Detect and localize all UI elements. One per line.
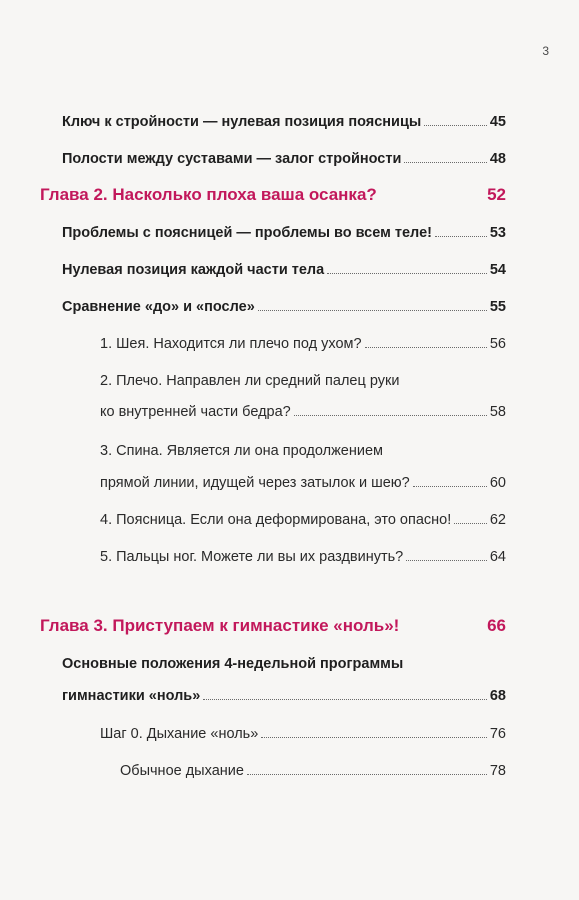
toc-entry-title: гимнастики «ноль» xyxy=(62,688,201,704)
toc-subsubentry[interactable] xyxy=(120,763,506,779)
chapter-page: 66 xyxy=(487,616,506,635)
chapter-title: Глава 3. Приступаем к гимнастике «ноль»! xyxy=(40,616,400,635)
toc-subentry-title: 5. Пальцы ног. Можете ли вы их раздвинуть? xyxy=(100,549,404,565)
toc-entry-page: 68 xyxy=(489,688,506,704)
toc-subentry[interactable] xyxy=(100,512,506,528)
toc-subentry-page: 58 xyxy=(489,404,506,420)
toc-subentry-page: 60 xyxy=(489,475,506,491)
toc-entry-page: 45 xyxy=(489,114,506,130)
dot-leader xyxy=(327,273,487,274)
dot-leader xyxy=(406,560,487,561)
dot-leader xyxy=(294,415,487,416)
chapter-page: 52 xyxy=(487,185,506,204)
dot-leader xyxy=(258,310,487,311)
page-number: 3 xyxy=(542,44,549,58)
toc-entry-page: 55 xyxy=(489,299,506,315)
toc-subentry-title: 4. Поясница. Если она деформирована, это опасно! xyxy=(100,512,452,528)
toc-subentry-page: 56 xyxy=(489,336,506,352)
toc-subentry[interactable] xyxy=(100,726,506,742)
toc-entry-title: Полости между суставами — залог стройности xyxy=(62,151,402,167)
toc-subentry-page: 62 xyxy=(489,512,506,528)
toc-entry[interactable] xyxy=(62,114,506,130)
dot-leader xyxy=(454,523,487,524)
toc-entry-line1: Основные положения 4-недельной программы xyxy=(62,656,404,672)
toc-subentry-title: 1. Шея. Находится ли плечо под ухом? xyxy=(100,336,362,352)
toc-entry-title: Проблемы с поясницей — проблемы во всем теле! xyxy=(62,225,432,241)
toc-entry[interactable] xyxy=(62,688,506,704)
dot-leader xyxy=(247,774,487,775)
toc-entry[interactable] xyxy=(62,299,506,315)
toc-subentry-title: ко внутренней части бедра? xyxy=(100,404,291,420)
toc-subentry-page: 76 xyxy=(489,726,506,742)
toc-entry-title: Нулевая позиция каждой части тела xyxy=(62,262,325,278)
toc-entry-title: Сравнение «до» и «после» xyxy=(62,299,255,315)
dot-leader xyxy=(261,737,487,738)
toc-subsubentry-title: Обычное дыхание xyxy=(120,763,244,779)
toc-entry-page: 54 xyxy=(489,262,506,278)
toc-subsubentry-page: 78 xyxy=(489,763,506,779)
toc-entry[interactable] xyxy=(62,151,506,167)
toc-entry[interactable] xyxy=(62,262,506,278)
chapter-title: Глава 2. Насколько плоха ваша осанка? xyxy=(40,185,377,204)
toc-subentry-page: 64 xyxy=(489,549,506,565)
toc-entry-page: 53 xyxy=(489,225,506,241)
dot-leader xyxy=(203,699,487,700)
toc-subentry-title: прямой линии, идущей через затылок и шею? xyxy=(100,475,410,491)
dot-leader xyxy=(413,486,487,487)
dot-leader xyxy=(435,236,487,237)
toc-entry-page: 48 xyxy=(489,151,506,167)
toc-subentry[interactable] xyxy=(100,336,506,352)
toc-subentry-title: Шаг 0. Дыхание «ноль» xyxy=(100,726,259,742)
toc-entry[interactable] xyxy=(62,225,506,241)
toc-subentry[interactable] xyxy=(100,475,506,491)
toc-entry-title: Ключ к стройности — нулевая позиция поясницы xyxy=(62,114,422,130)
toc-chapter-3[interactable] xyxy=(40,616,506,636)
toc-subentry[interactable] xyxy=(100,404,506,420)
dot-leader xyxy=(404,162,486,163)
toc-subentry-line1: 2. Плечо. Направлен ли средний палец руки xyxy=(100,373,400,389)
toc-chapter-2[interactable] xyxy=(40,185,506,205)
dot-leader xyxy=(365,347,487,348)
dot-leader xyxy=(424,125,487,126)
toc-subentry-line1: 3. Спина. Является ли она продолжением xyxy=(100,443,384,459)
toc-subentry[interactable] xyxy=(100,549,506,565)
